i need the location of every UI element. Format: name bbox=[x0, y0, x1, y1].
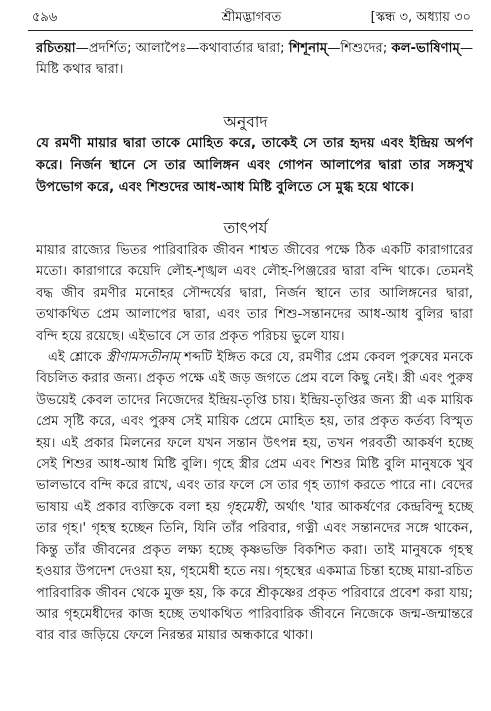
sanskrit-term: গৃহমেধী bbox=[225, 499, 265, 515]
purport-paragraph bbox=[36, 347, 473, 647]
header-rule bbox=[28, 30, 473, 31]
sanskrit-term: স্ত্রীণামসতীনাম্ bbox=[106, 350, 180, 366]
gloss-word: রচিতয়া bbox=[36, 41, 76, 56]
translation-text: যে রমণী মায়ার দ্বারা তাকে মোহিত করে, তাকেই সে তার হৃদয় এবং ইন্দ্রিয় অর্পণ করে। নির্জন স্থানে সে তার আলিঙ্গন এবং গোপন আলাপের দ্বারা তার সঙ্গসুখ উপভোগ করে, এবং শিশুদের আধ-আধ মিষ্টি বুলিতে সে মুগ্ধ হয়ে থাকে। bbox=[36, 136, 473, 195]
purport-body bbox=[36, 240, 473, 647]
page-header bbox=[32, 6, 471, 28]
page-number: ৫৯৬ bbox=[32, 10, 58, 25]
translation-heading: অনুবাদ bbox=[223, 113, 268, 131]
text-run: এই শ্লোকে bbox=[48, 350, 107, 366]
text-run: শব্দটি ইঙ্গিত করে যে, রমণীর প্রেম কেবল পুরুষের মনকে বিচলিত করার জন্য। প্রকৃত পক্ষে এই জড় জগতে প্রেম বলে কিছু নেই। স্ত্রী এবং পুরুষ উভয়েই কেবল তাদের নিজেদের ইন্দ্রিয়-তৃপ্তি চায়। ইন্দ্রিয়-তৃপ্তির জন্য স্ত্রী এক মায়িক প্রেম সৃষ্টি করে, এবং পুরুষ সেই মায়িক প্রেমে মোহিত হয়, তার প্রকৃত কর্তব্য বিস্মৃত হয়। এই প্রকার মিলনের ফলে যখন সন্তান উৎপন্ন হয়, তখন পরবর্তী আকর্ষণ হচ্ছে সেই শিশুর আধ-আধ মিষ্টি বুলি। গৃহে স্ত্রীর প্রেম এবং শিশুর মিষ্টি বুলি মানুষকে খুব ভালভাবে বন্দি করে রাখে, এবং তার ফলে সে তার গৃহ ত্যাগ করতে পারে না। বেদের ভাষায় এই প্রকার ব্যক্তিকে বলা হয় bbox=[36, 350, 473, 515]
word-gloss bbox=[36, 38, 473, 80]
book-title: শ্রীমদ্ভাগবত bbox=[221, 10, 282, 25]
gloss-meaning: —মিষ্টি কথার দ্বারা। bbox=[36, 41, 474, 77]
gloss-meaning: —প্রদর্শিত; আলাপৈঃ—কথাবার্তার দ্বারা; bbox=[75, 41, 289, 56]
purport-paragraph: মায়ার রাজ্যের ভিতর পারিবারিক জীবন শাশ্বত জীবের পক্ষে ঠিক একটি কারাগারের মতো। কারাগারে কয়েদি লৌহ-শৃঙ্খল এবং লৌহ-পিঞ্জরের দ্বারা বন্দি থাকে। তেমনই বদ্ধ জীব রমণীর মনোহর সৌন্দর্যের দ্বারা, নির্জন স্থানে তার আলিঙ্গনের দ্বারা, তথাকথিত প্রেম আলাপের দ্বারা, এবং তার শিশু-সন্তানদের আধ-আধ বুলির দ্বারা বন্দি হয়ে রয়েছে। এইভাবে সে তার প্রকৃত পরিচয় ভুলে যায়। bbox=[36, 243, 473, 344]
purport-heading: তাৎপর্য bbox=[223, 219, 268, 237]
gloss-meaning: —শিশুদের; bbox=[327, 41, 392, 56]
gloss-word: শিশূনাম্ bbox=[288, 41, 328, 56]
canto-chapter: [স্কন্ধ ৩, অধ্যায় ৩০ bbox=[370, 10, 471, 25]
text-run: , অর্থাৎ 'যার আকর্ষণের কেন্দ্রবিন্দু হচ্ছে তার গৃহ।' গৃহস্থ হচ্ছেন তিনি, যিনি তাঁর পরিবার, গত্নী এবং সন্তানদের সঙ্গে থাকেন, কিন্তু তাঁর জীবনের প্রকৃত লক্ষ্য হচ্ছে কৃষ্ণভক্তি বিকশিত করা। তাই মানুষকে গৃহস্থ হওয়ার উপদেশ দেওয়া হয়, গৃহমেধী হতে নয়। গৃহস্থের একমাত্র চিন্তা হচ্ছে মায়া-রচিত পারিবারিক জীবন থেকে মুক্ত হয়, কি করে শ্রীকৃষ্ণের প্রকৃত পরিবারে প্রবেশ করা যায়; আর গৃহমেধীদের কাজ হচ্ছে তথাকথিত পারিবারিক জীবনে নিজেকে জন্ম-জন্মান্তরে বার বার জড়িয়ে ফেলে নিরন্তর মায়ার অন্ধকারে থাকা। bbox=[36, 499, 474, 644]
gloss-word: কল-ভাষিণাম্ bbox=[391, 41, 460, 56]
